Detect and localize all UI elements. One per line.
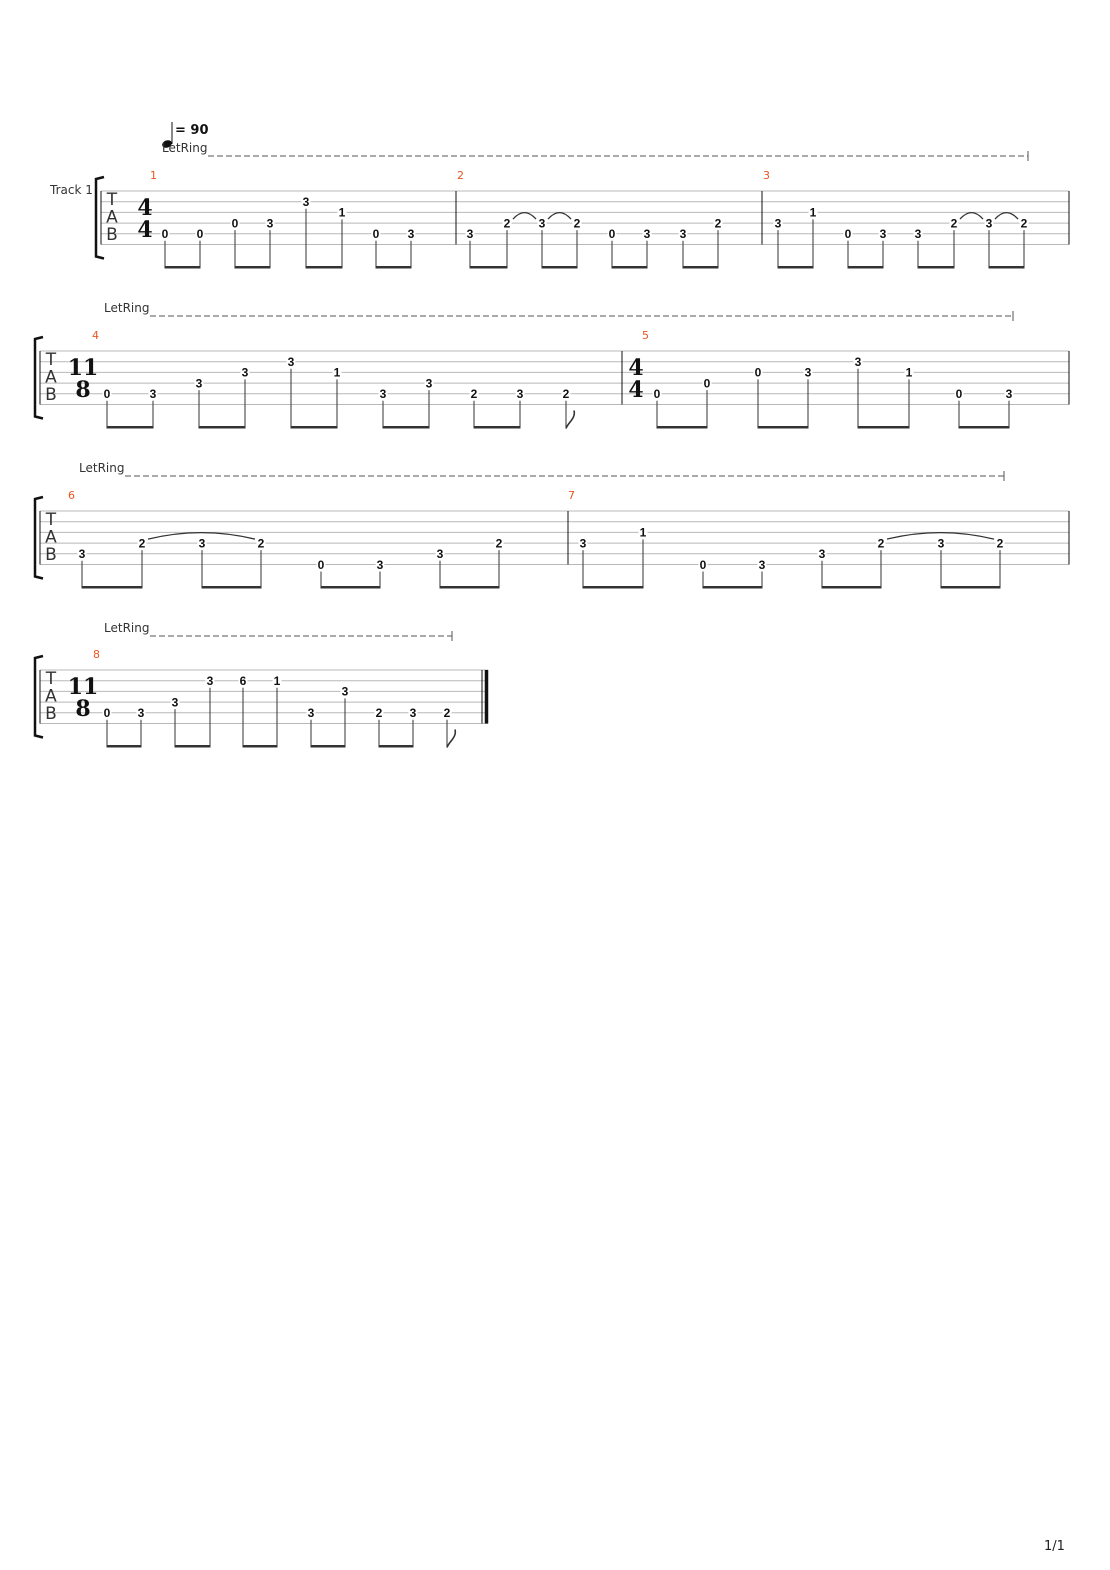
let-ring-label: LetRing <box>79 461 125 475</box>
fret-number: 3 <box>466 227 474 242</box>
tab-clef-letter: T <box>45 669 57 689</box>
measure-number: 1 <box>150 169 157 182</box>
fret-number: 3 <box>804 365 812 380</box>
fret-number: 3 <box>307 706 315 721</box>
fret-number: 3 <box>287 355 295 369</box>
beam <box>107 426 153 429</box>
beam <box>440 586 499 589</box>
beam <box>474 426 520 429</box>
fret-number: 3 <box>679 227 687 242</box>
let-ring-label: LetRing <box>162 141 208 155</box>
beam <box>848 266 883 269</box>
fret-number: 0 <box>754 365 762 380</box>
eighth-flag <box>447 730 455 748</box>
measure-number: 4 <box>92 329 99 342</box>
fret-number: 3 <box>206 674 214 688</box>
fret-number: 0 <box>372 227 380 242</box>
let-ring-label: LetRing <box>104 301 150 315</box>
fret-number: 2 <box>1020 216 1028 231</box>
fret-number: 3 <box>1005 387 1013 402</box>
time-signature-top: 4 <box>137 195 153 221</box>
beam <box>202 586 261 589</box>
tab-clef-letter: T <box>106 190 118 210</box>
fret-number: 3 <box>879 227 887 242</box>
fret-number: 3 <box>579 536 587 551</box>
fret-number: 0 <box>317 557 325 572</box>
beam <box>379 745 413 748</box>
page-number: 1/1 <box>1044 1539 1065 1554</box>
fret-number: 3 <box>341 684 349 699</box>
fret-number: 2 <box>443 706 451 721</box>
beam <box>941 586 1000 589</box>
system-bracket <box>35 656 43 738</box>
fret-number: 3 <box>407 227 415 242</box>
beam <box>703 586 762 589</box>
fret-number: 3 <box>538 216 546 231</box>
fret-number: 3 <box>137 706 145 721</box>
fret-number: 1 <box>338 205 346 220</box>
beam <box>758 426 808 429</box>
fret-number: 3 <box>379 387 387 402</box>
time-signature-bottom: 4 <box>137 217 153 243</box>
fret-number: 0 <box>231 216 239 231</box>
fret-number: 1 <box>333 365 341 380</box>
beam <box>959 426 1009 429</box>
beam <box>822 586 881 589</box>
fret-number: 1 <box>905 365 913 380</box>
fret-number: 2 <box>877 536 885 551</box>
tie-arc <box>513 213 536 220</box>
let-ring-label: LetRing <box>104 621 150 635</box>
measure-number: 3 <box>763 169 770 182</box>
fret-number: 0 <box>955 387 963 402</box>
fret-number: 0 <box>196 227 204 242</box>
fret-number: 3 <box>195 376 203 391</box>
measure-number: 7 <box>568 489 575 502</box>
tab-clef-letter: B <box>45 385 57 405</box>
system-bracket <box>96 177 104 259</box>
system-bracket <box>35 337 43 419</box>
measure-number: 6 <box>68 489 75 502</box>
time-signature-bottom: 8 <box>75 377 91 403</box>
fret-number: 0 <box>699 557 707 572</box>
measure-number: 5 <box>642 329 649 342</box>
fret-number: 6 <box>239 674 247 688</box>
beam <box>657 426 707 429</box>
tab-clef-letter: A <box>106 207 118 228</box>
fret-number: 3 <box>171 695 179 710</box>
fret-number: 3 <box>818 547 826 562</box>
beam <box>918 266 954 269</box>
beam <box>175 745 210 748</box>
beam <box>542 266 577 269</box>
fret-number: 0 <box>161 227 169 242</box>
fret-number: 3 <box>266 216 274 231</box>
measure-number: 2 <box>457 169 464 182</box>
tab-clef-letter: T <box>45 350 57 370</box>
fret-number: 3 <box>914 227 922 242</box>
beam <box>858 426 909 429</box>
fret-number: 3 <box>425 376 433 391</box>
tab-clef-letter: A <box>45 367 57 388</box>
tab-clef-letter: B <box>45 704 57 724</box>
beam <box>82 586 142 589</box>
tempo-marking: = 90 <box>175 123 209 138</box>
fret-number: 3 <box>376 557 384 572</box>
tab-clef-letter: T <box>45 510 57 530</box>
fret-number: 3 <box>436 547 444 562</box>
fret-number: 0 <box>103 706 111 721</box>
beam <box>470 266 507 269</box>
fret-number: 3 <box>149 387 157 402</box>
time-signature-top: 11 <box>67 355 99 381</box>
fret-number: 2 <box>950 216 958 231</box>
fret-number: 1 <box>273 674 281 688</box>
tab-clef-letter: B <box>106 225 118 245</box>
fret-number: 0 <box>608 227 616 242</box>
beam <box>243 745 277 748</box>
time-signature-top: 4 <box>628 355 644 381</box>
fret-number: 3 <box>241 365 249 380</box>
fret-number: 1 <box>639 525 647 540</box>
beam <box>989 266 1024 269</box>
fret-number: 2 <box>562 387 570 402</box>
fret-number: 2 <box>996 536 1004 551</box>
fret-number: 3 <box>302 195 310 209</box>
tie-arc <box>548 213 571 220</box>
fret-number: 3 <box>409 706 417 721</box>
beam <box>291 426 337 429</box>
beam <box>165 266 200 269</box>
beam <box>235 266 270 269</box>
beam <box>321 586 380 589</box>
beam <box>199 426 245 429</box>
fret-number: 2 <box>495 536 503 551</box>
fret-number: 3 <box>78 547 86 562</box>
fret-number: 0 <box>703 376 711 391</box>
tab-clef-letter: B <box>45 545 57 565</box>
fret-number: 0 <box>844 227 852 242</box>
fret-number: 2 <box>573 216 581 231</box>
beam <box>583 586 643 589</box>
fret-number: 3 <box>516 387 524 402</box>
beam <box>383 426 429 429</box>
fret-number: 3 <box>198 536 206 551</box>
system-bracket <box>35 497 43 579</box>
fret-number: 2 <box>714 216 722 231</box>
beam <box>612 266 647 269</box>
tab-clef-letter: A <box>45 527 57 548</box>
fret-number: 2 <box>470 387 478 402</box>
fret-number: 2 <box>257 536 265 551</box>
eighth-flag <box>566 411 574 429</box>
fret-number: 3 <box>854 355 862 369</box>
tie-arc <box>960 213 983 220</box>
fret-number: 0 <box>103 387 111 402</box>
tab-clef-letter: A <box>45 686 57 707</box>
tie-arc <box>995 213 1018 220</box>
fret-number: 0 <box>653 387 661 402</box>
fret-number: 3 <box>758 557 766 572</box>
fret-number: 1 <box>809 205 817 220</box>
fret-number: 2 <box>503 216 511 231</box>
measure-number: 8 <box>93 648 100 661</box>
time-signature-bottom: 8 <box>75 696 91 722</box>
time-signature-top: 11 <box>67 674 99 700</box>
fret-number: 3 <box>985 216 993 231</box>
beam <box>311 745 345 748</box>
beam <box>778 266 813 269</box>
time-signature-bottom: 4 <box>628 377 644 403</box>
track-name: Track 1 <box>50 183 93 197</box>
beam <box>376 266 411 269</box>
beam <box>107 745 141 748</box>
fret-number: 3 <box>643 227 651 242</box>
fret-number: 3 <box>937 536 945 551</box>
fret-number: 3 <box>774 216 782 231</box>
fret-number: 2 <box>138 536 146 551</box>
beam <box>306 266 342 269</box>
beam <box>683 266 718 269</box>
fret-number: 2 <box>375 706 383 721</box>
